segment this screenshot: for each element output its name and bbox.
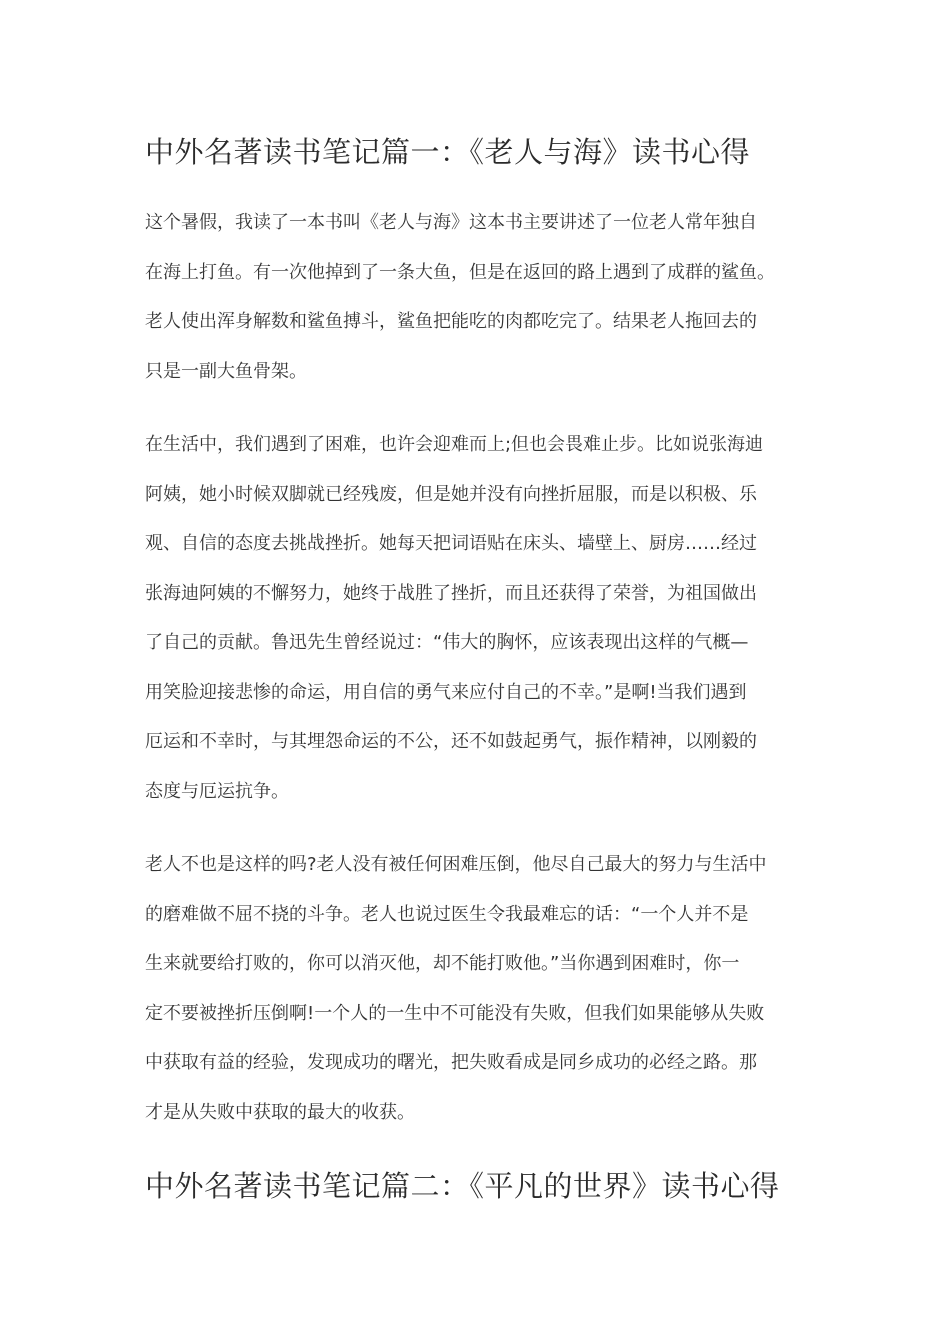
paragraph-line: 中获取有益的经验，发现成功的曙光，把失败看成是同乡成功的必经之路。那 bbox=[145, 1052, 757, 1073]
paragraph-line: 阿姨，她小时候双脚就已经残废，但是她并没有向挫折屈服，而是以积极、乐 bbox=[145, 483, 757, 505]
section-heading-1: 中外名著读书笔记篇一：《老人与海》读书心得 bbox=[145, 135, 751, 169]
paragraph-line: 生来就要给打败的，你可以消灭他，却不能打败他。”当你遇到困难时，你一 bbox=[145, 953, 740, 974]
paragraph-line: 的磨难做不屈不挠的斗争。老人也说过医生令我最难忘的话：“一个人并不是 bbox=[145, 903, 749, 925]
paragraph-line: 定不要被挫折压倒啊!一个人的一生中不可能没有失败，但我们如果能够从失败 bbox=[145, 1002, 765, 1024]
paragraph-line: 厄运和不幸时，与其埋怨命运的不公，还不如鼓起勇气，振作精神，以刚毅的 bbox=[145, 731, 757, 752]
paragraph-line: 张海迪阿姨的不懈努力，她终于战胜了挫折，而且还获得了荣誉，为祖国做出 bbox=[145, 582, 757, 604]
paragraph-line: 了自己的贡献。鲁迅先生曾经说过：“伟大的胸怀，应该表现出这样的气概— bbox=[145, 632, 749, 653]
paragraph-line: 在海上打鱼。有一次他掉到了一条大鱼，但是在返回的路上遇到了成群的鲨鱼。 bbox=[145, 261, 775, 283]
paragraph-line: 老人不也是这样的吗?老人没有被任何困难压倒，他尽自己最大的努力与生活中 bbox=[145, 854, 767, 875]
paragraph-3 bbox=[145, 840, 810, 1137]
paragraph-line: 只是一副大鱼骨架。 bbox=[145, 360, 307, 382]
paragraph-line: 才是从失败中获取的最大的收获。 bbox=[145, 1101, 415, 1123]
paragraph-line: 这个暑假，我读了一本书叫《老人与海》这本书主要讲述了一位老人常年独自 bbox=[145, 212, 757, 233]
paragraph-1 bbox=[145, 198, 810, 396]
section-heading-2: 中外名著读书笔记篇二：《平凡的世界》读书心得 bbox=[145, 1169, 780, 1203]
paragraph-line: 态度与厄运抗争。 bbox=[145, 780, 289, 802]
paragraph-line: 老人使出浑身解数和鲨鱼搏斗，鲨鱼把能吃的肉都吃完了。结果老人拖回去的 bbox=[145, 311, 757, 332]
paragraph-line: 用笑脸迎接悲惨的命运，用自信的勇气来应付自己的不幸。”是啊!当我们遇到 bbox=[145, 681, 747, 703]
paragraph-line: 在生活中，我们遇到了困难，也许会迎难而上;但也会畏难止步。比如说张海迪 bbox=[145, 434, 764, 455]
paragraph-2 bbox=[145, 420, 810, 816]
paragraph-line: 观、自信的态度去挑战挫折。她每天把词语贴在床头、墙壁上、厨房……经过 bbox=[145, 533, 757, 554]
